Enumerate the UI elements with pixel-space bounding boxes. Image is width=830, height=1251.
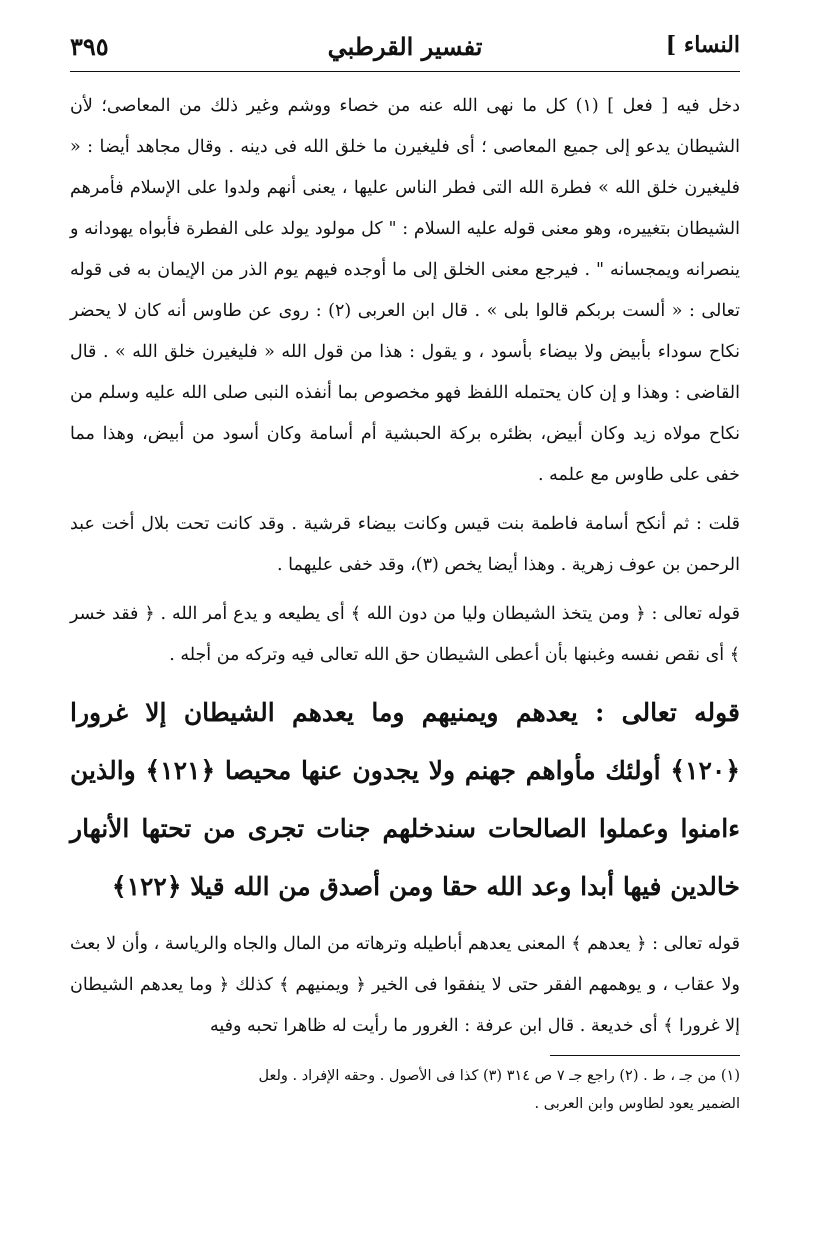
book-title: تفسير القرطبي xyxy=(327,32,483,61)
footnote-line: الضمير يعود لطاوس وابن العربى . xyxy=(534,1096,740,1112)
page-number: ٣٩٥ xyxy=(70,32,109,61)
paragraph: قوله تعالى : ﴿ يعدهم ﴾ المعنى يعدهم أباطيله وترهاته من المال والجاه والرياسة ، وأن لا بعث ولا عقاب ، و يوهمهم الفقر حتى لا ينفقوا فى الخير ﴿ ويمنيهم ﴾ كذلك ﴿ وما يعدهم الشيطان إلا غرورا ﴾ أى خديعة . قال ابن عرفة : الغرور ما رأيت له ظاهرا تحبه وفيه xyxy=(70,934,740,1036)
surah-name: النساء ] xyxy=(665,32,740,58)
page-header xyxy=(70,28,740,72)
book-page xyxy=(70,28,740,1228)
quran-verse: قوله تعالى : يعدهم ويمنيهم وما يعدهم الشيطان إلا غرورا ﴿١٢٠﴾ أولئك مأواهم جهنم ولا يجدون عنها محيصا ﴿١٢١﴾ والذين ءامنوا وعملوا الصالحات سندخلهم جنات تجرى من تحتها الأنهار خالدين فيها أبدا وعد الله حقا ومن أصدق من الله قيلا ﴿١٢٢﴾ xyxy=(70,698,740,901)
paragraph: دخل فيه [ فعل ] (١) كل ما نهى الله عنه من خصاء ووشم وغير ذلك من المعاصى؛ لأن الشيطان يدعو إلى جميع المعاصى ؛ أى فليغيرن ما خلق الله فى دينه . وقال مجاهد أيضا : « فليغيرن خلق الله » فطرة الله التى فطر الناس عليها ، يعنى أنهم ولدوا على الإسلام فأمرهم الشيطان بتغييره، وهو معنى قوله عليه السلام : " كل مولود يولد على الفطرة فأبواه يهودانه و ينصرانه ويمجسانه " . فيرجع معنى الخلق إلى ما أوجده فيهم يوم الذر من الإيمان به فى قوله تعالى : « ألست بربكم قالوا بلى » . قال ابن العربى (٢) : روى عن طاوس أنه كان لا يحضر نكاح سوداء بأبيض ولا بيضاء بأسود ، و يقول : هذا من قول الله « فليغيرن خلق الله » . قال القاضى : وهذا و إن كان يحتمله اللفظ فهو مخصوص بما أنفذه النبى صلى الله عليه وسلم من نكاح مولاه زيد وكان أبيض، بظئره بركة الحبشية أم أسامة وكان أسود من أبيض، وهذا مما خفى على طاوس مع علمه . xyxy=(70,96,740,485)
footnotes xyxy=(70,1062,740,1118)
paragraph: قوله تعالى : ﴿ ومن يتخذ الشيطان وليا من دون الله ﴾ أى يطيعه و يدع أمر الله . ﴿ فقد خسر ﴾ أى نقص نفسه وغبنها بأن أعطى الشيطان حق الله تعالى فيه وتركه من أجله . xyxy=(70,604,740,665)
header-rule xyxy=(70,71,740,72)
footnote-line: (١) من جـ ، ط . (٢) راجع جـ ٧ ص ٣١٤ (٣) كذا فى الأصول . وحقه الإفراد . ولعل xyxy=(258,1068,740,1084)
footnote-rule xyxy=(550,1055,740,1056)
paragraph: قلت : ثم أنكح أسامة فاطمة بنت قيس وكانت بيضاء قرشية . وقد كانت تحت بلال أخت عبد الرحمن بن عوف زهرية . وهذا أيضا يخص (٣)، وقد خفى عليهما . xyxy=(70,514,740,575)
page-body xyxy=(70,86,740,1047)
